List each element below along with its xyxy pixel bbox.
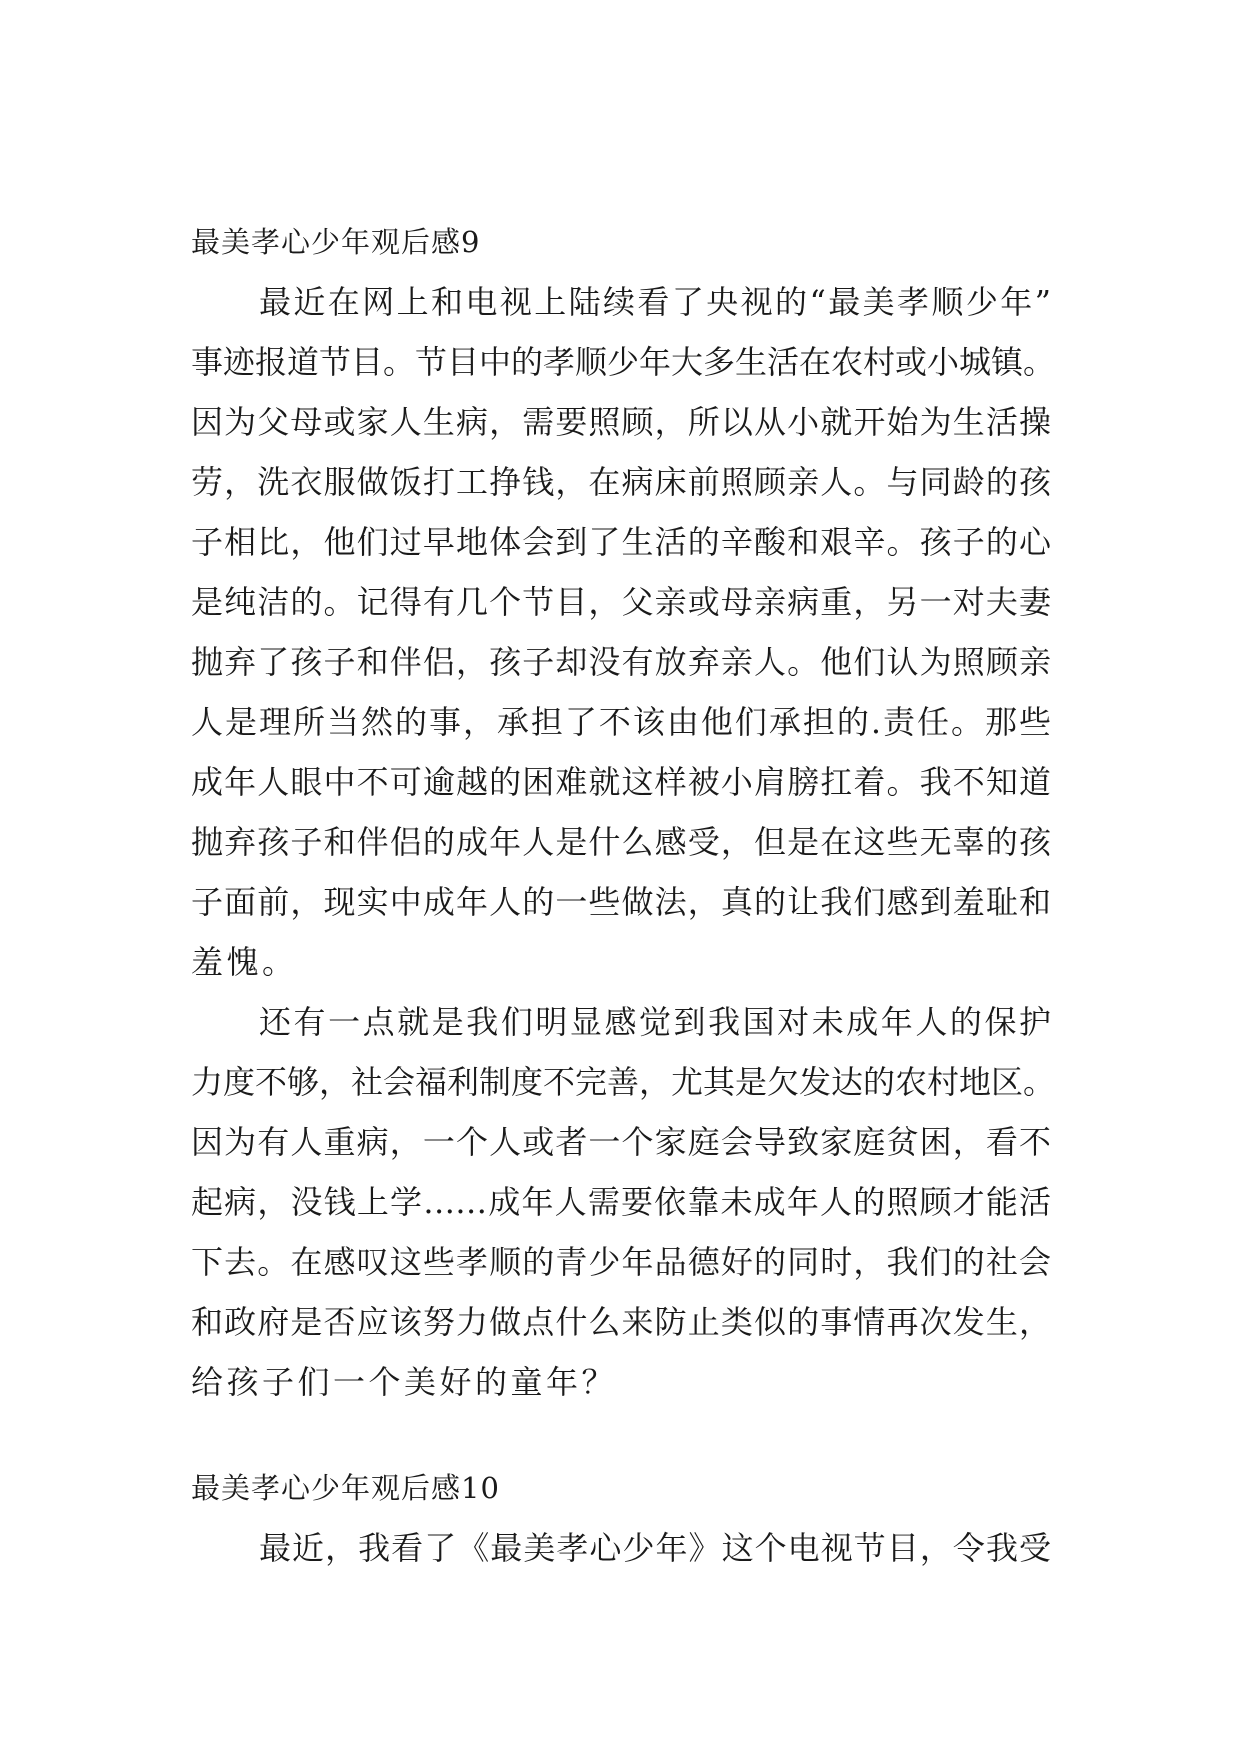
section-heading: 最美孝心少年观后感9	[191, 225, 481, 259]
text-line: 因为有人重病，一个人或者一个家庭会导致家庭贫困，看不	[191, 1123, 1051, 1161]
text-line: 劳，洗衣服做饭打工挣钱，在病床前照顾亲人。与同龄的孩	[191, 463, 1051, 501]
text-line: 下去。在感叹这些孝顺的青少年品德好的同时，我们的社会	[191, 1243, 1051, 1281]
section-heading: 最美孝心少年观后感10	[191, 1471, 500, 1505]
text-line: 事迹报道节目。节目中的孝顺少年大多生活在农村或小城镇。	[191, 343, 1056, 381]
text-line: 成年人眼中不可逾越的困难就这样被小肩膀扛着。我不知道	[191, 763, 1051, 801]
text-line: 人是理所当然的事，承担了不该由他们承担的.责任。那些	[191, 703, 1051, 741]
text-line: 力度不够，社会福利制度不完善，尤其是欠发达的农村地区。	[191, 1063, 1056, 1101]
text-line: 最近，我看了《最美孝心少年》这个电视节目，令我受	[259, 1529, 1051, 1567]
text-line: 起病，没钱上学……成年人需要依靠未成年人的照顾才能活	[191, 1183, 1051, 1221]
text-line: 还有一点就是我们明显感觉到我国对未成年人的保护	[259, 1003, 1051, 1041]
text-line: 是纯洁的。记得有几个节目，父亲或母亲病重，另一对夫妻	[191, 583, 1051, 621]
text-line: 和政府是否应该努力做点什么来防止类似的事情再次发生，	[191, 1303, 1051, 1341]
text-line: 抛弃了孩子和伴侣，孩子却没有放弃亲人。他们认为照顾亲	[191, 643, 1051, 681]
text-line: 子面前，现实中成年人的一些做法，真的让我们感到羞耻和	[191, 883, 1051, 921]
text-line: 最近在网上和电视上陆续看了央视的“最美孝顺少年”	[259, 283, 1051, 321]
text-line: 给孩子们一个美好的童年？	[191, 1363, 618, 1401]
text-line: 抛弃孩子和伴侣的成年人是什么感受，但是在这些无辜的孩	[191, 823, 1051, 861]
text-line: 因为父母或家人生病，需要照顾，所以从小就开始为生活操	[191, 403, 1051, 441]
text-line: 子相比，他们过早地体会到了生活的辛酸和艰辛。孩子的心	[191, 523, 1051, 561]
text-line: 羞愧。	[191, 943, 298, 981]
